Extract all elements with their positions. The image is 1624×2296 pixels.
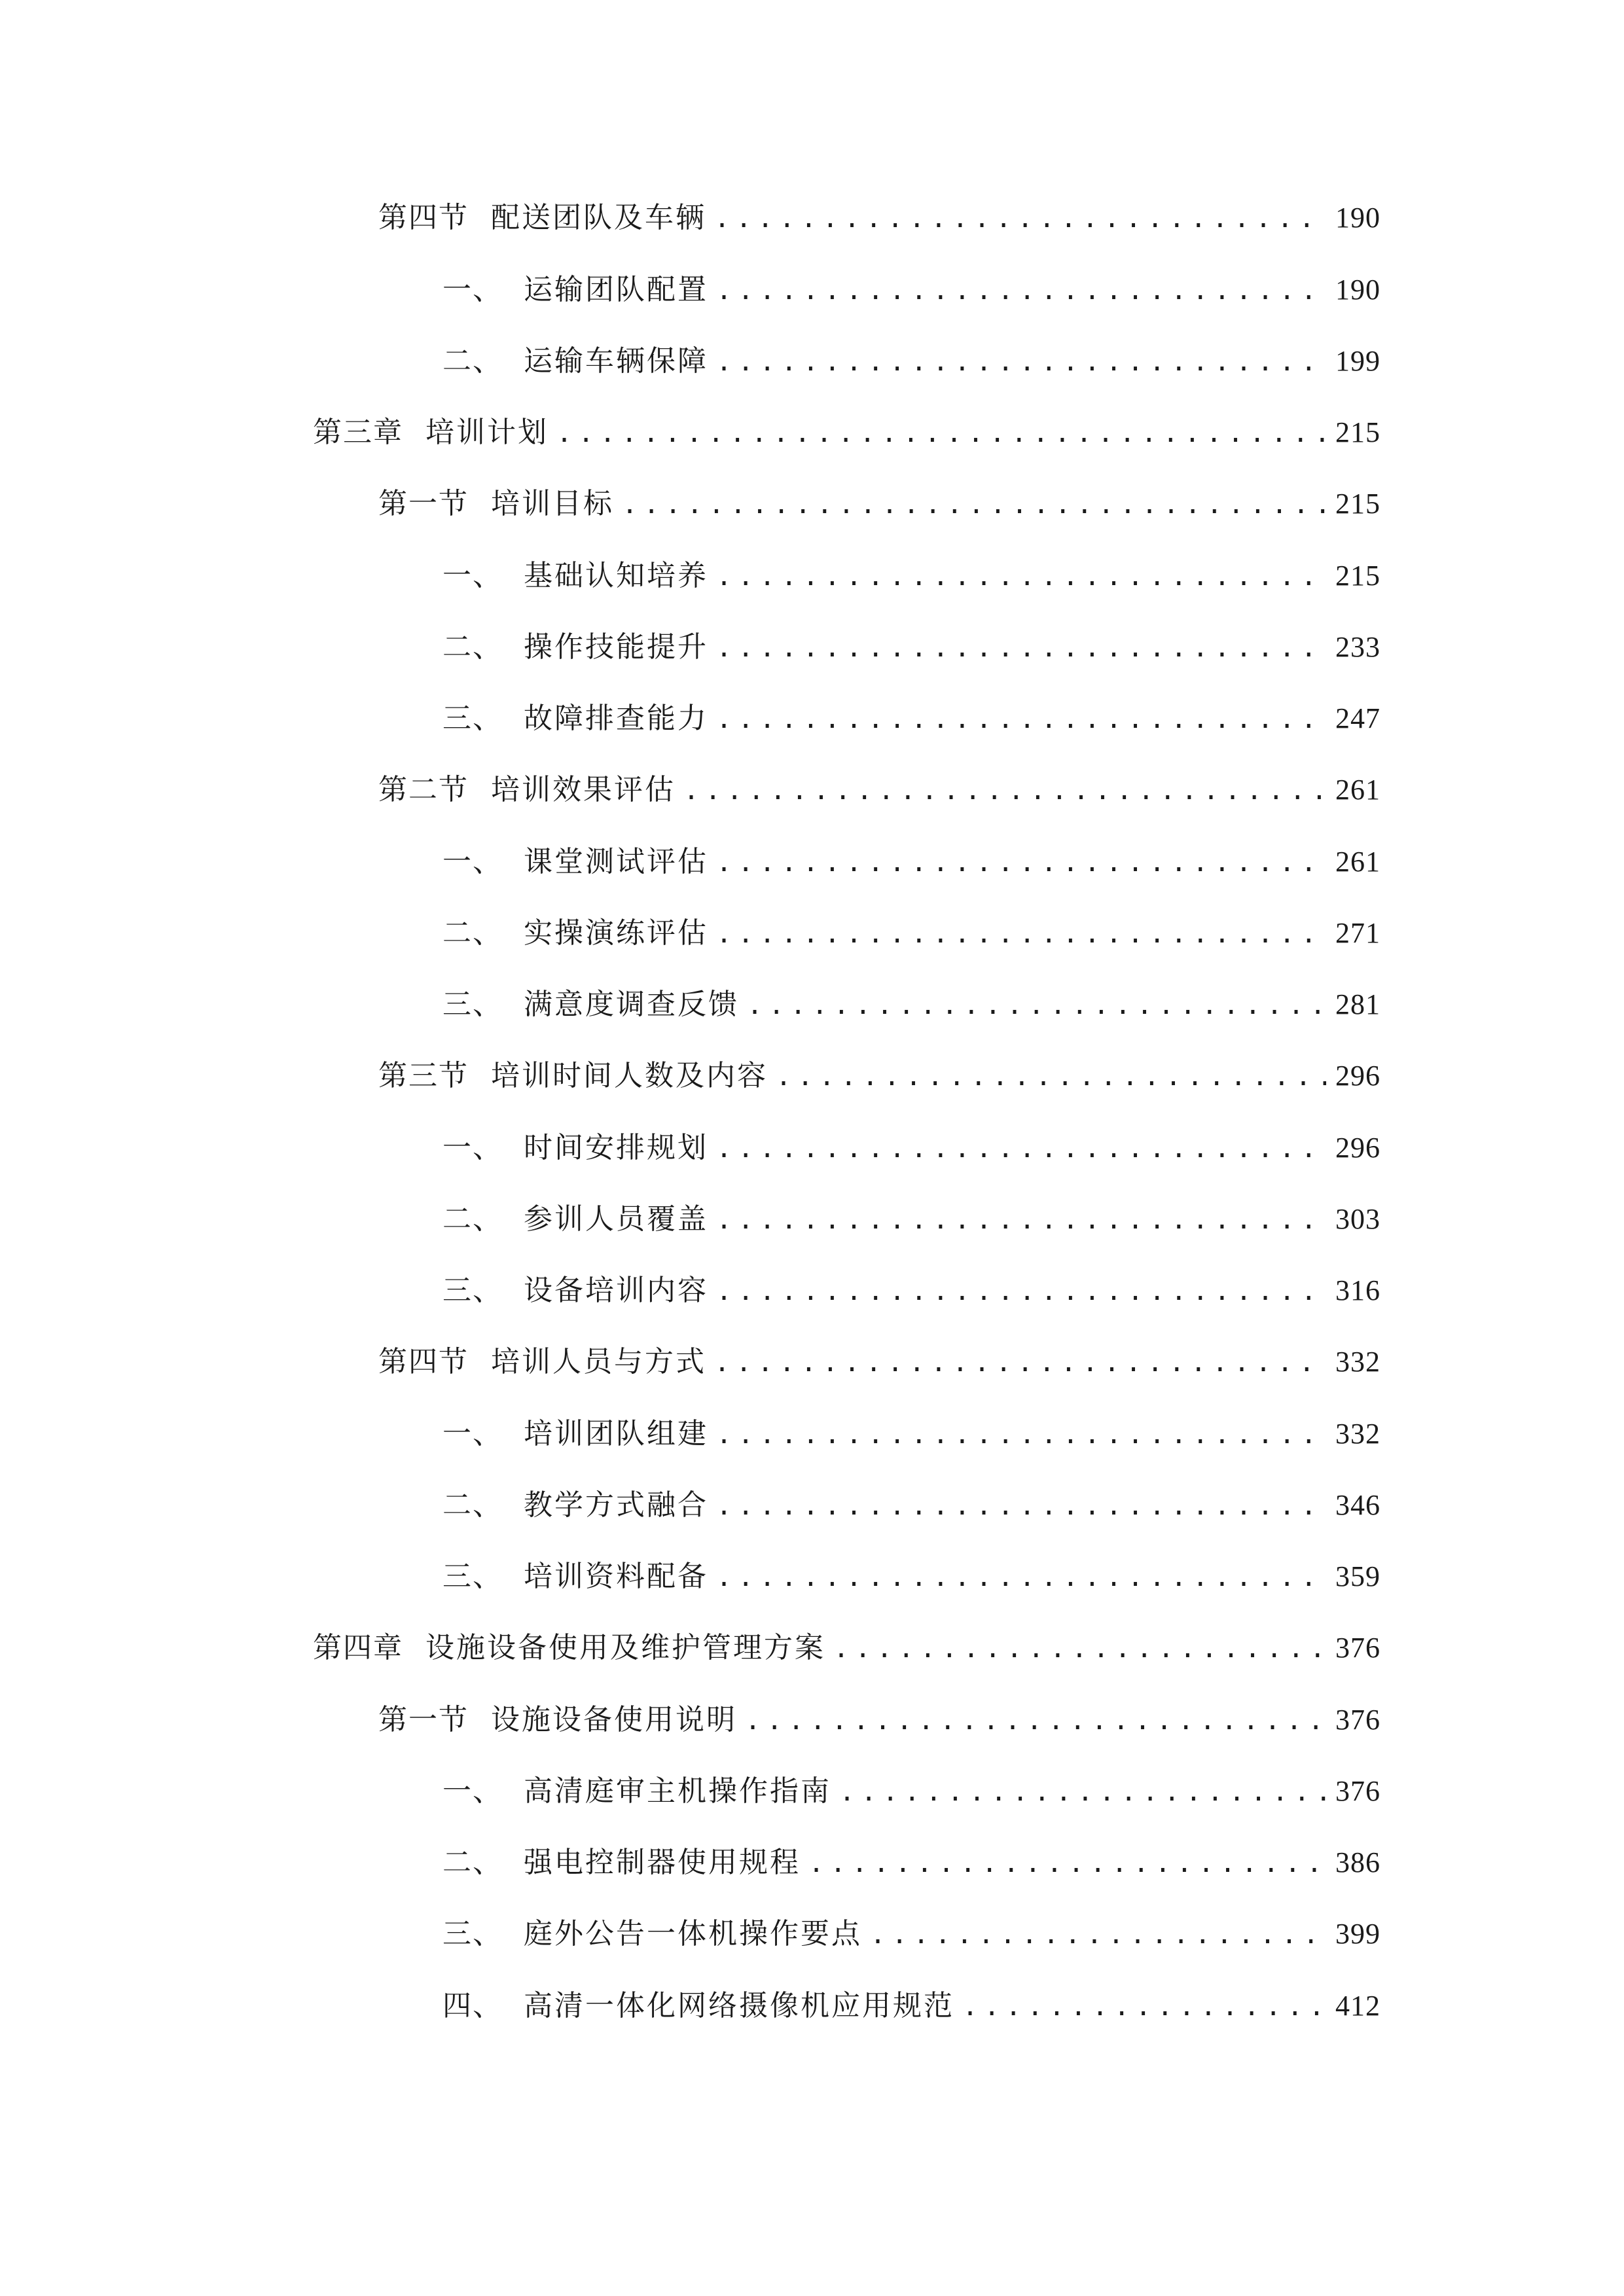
page-number: 346 — [1335, 1489, 1380, 1521]
entry-number: 二、 — [442, 344, 503, 378]
entry-title: 运输车辆保障 — [524, 344, 708, 378]
toc-entry-section[interactable] — [378, 1053, 1380, 1099]
toc-entry-item[interactable] — [442, 1911, 1380, 1957]
entry-number: 三、 — [442, 702, 503, 735]
entry-title: 培训目标 — [491, 487, 614, 520]
entry-title: 实操演练评估 — [524, 916, 708, 950]
toc-entry-section[interactable] — [378, 1697, 1380, 1743]
entry-number: 第四节 — [378, 201, 469, 234]
dot-leader — [714, 1340, 1326, 1386]
entry-title: 运输团队配置 — [524, 273, 708, 306]
entry-number: 第四节 — [378, 1345, 469, 1378]
toc-entry-section[interactable] — [378, 1339, 1380, 1385]
page-number: 412 — [1335, 1990, 1380, 2022]
dot-leader — [716, 1126, 1326, 1172]
page-number: 190 — [1335, 202, 1380, 234]
dot-leader — [870, 1912, 1326, 1958]
dot-leader — [716, 911, 1326, 957]
entry-number: 一、 — [442, 1131, 503, 1164]
dot-leader — [716, 1483, 1326, 1529]
entry-number: 第四章 — [313, 1631, 403, 1664]
toc-entry-item[interactable] — [442, 1268, 1380, 1314]
toc-entry-item[interactable] — [442, 267, 1380, 313]
entry-number: 第一节 — [378, 1703, 469, 1736]
page-number: 399 — [1335, 1918, 1380, 1950]
page-number: 376 — [1335, 1704, 1380, 1736]
toc-entry-item[interactable] — [442, 1840, 1380, 1886]
page-number: 376 — [1335, 1632, 1380, 1664]
entry-number: 二、 — [442, 1202, 503, 1236]
entry-title: 参训人员覆盖 — [524, 1202, 708, 1236]
entry-number: 二、 — [442, 916, 503, 950]
dot-leader — [808, 1840, 1326, 1886]
toc-entry-item[interactable] — [442, 839, 1380, 885]
dot-leader — [962, 1984, 1326, 2030]
entry-title: 时间安排规划 — [524, 1131, 708, 1164]
dot-leader — [745, 1698, 1326, 1744]
dot-leader — [833, 1626, 1326, 1672]
toc-entry-item[interactable] — [442, 1482, 1380, 1528]
dot-leader — [716, 554, 1326, 600]
entry-number: 一、 — [442, 273, 503, 306]
entry-number: 三、 — [442, 1917, 503, 1950]
entry-title: 高清一体化网络摄像机应用规范 — [524, 1989, 954, 2022]
entry-number: 二、 — [442, 1488, 503, 1522]
entry-number: 二、 — [442, 1846, 503, 1879]
toc-entry-item[interactable] — [442, 624, 1380, 670]
dot-leader — [716, 696, 1326, 742]
page-number: 215 — [1335, 560, 1380, 592]
page-number: 376 — [1335, 1775, 1380, 1807]
toc-entry-chapter[interactable] — [313, 1625, 1380, 1671]
entry-number: 一、 — [442, 1417, 503, 1450]
page-number: 233 — [1335, 631, 1380, 663]
page-number: 303 — [1335, 1203, 1380, 1235]
dot-leader — [839, 1769, 1326, 1815]
entry-number: 三、 — [442, 988, 503, 1021]
dot-leader — [714, 196, 1326, 242]
dot-leader — [683, 768, 1326, 814]
entry-number: 二、 — [442, 630, 503, 664]
toc-entry-item[interactable] — [442, 982, 1380, 1028]
toc-entry-item[interactable] — [442, 1125, 1380, 1171]
entry-number: 四、 — [442, 1989, 503, 2022]
entry-title: 培训效果评估 — [491, 773, 676, 806]
page-number: 332 — [1335, 1418, 1380, 1450]
dot-leader — [747, 982, 1326, 1028]
page-number: 247 — [1335, 702, 1380, 734]
dot-leader — [716, 1412, 1326, 1458]
toc-entry-item[interactable] — [442, 1196, 1380, 1242]
toc-entry-item[interactable] — [442, 1768, 1380, 1814]
dot-leader — [716, 840, 1326, 886]
toc-entry-chapter[interactable] — [313, 410, 1380, 456]
entry-title: 设施设备使用及维护管理方案 — [425, 1631, 825, 1664]
dot-leader — [716, 1197, 1326, 1243]
page-number: 296 — [1335, 1132, 1380, 1164]
entry-title: 配送团队及车辆 — [491, 201, 706, 234]
page-number: 296 — [1335, 1060, 1380, 1092]
entry-title: 设施设备使用说明 — [491, 1703, 737, 1736]
toc-entry-item[interactable] — [442, 1983, 1380, 2029]
page-number: 190 — [1335, 274, 1380, 306]
toc-entry-item[interactable] — [442, 696, 1380, 742]
toc-entry-section[interactable] — [378, 195, 1380, 241]
entry-number: 第二节 — [378, 773, 469, 806]
entry-title: 设备培训内容 — [524, 1274, 708, 1307]
toc-entry-item[interactable] — [442, 1554, 1380, 1600]
entry-title: 故障排查能力 — [524, 702, 708, 735]
page-number: 281 — [1335, 988, 1380, 1020]
page-number: 332 — [1335, 1346, 1380, 1378]
entry-number: 第一节 — [378, 487, 469, 520]
dot-leader — [716, 1268, 1326, 1314]
entry-title: 培训资料配备 — [524, 1560, 708, 1593]
entry-title: 操作技能提升 — [524, 630, 708, 664]
toc-entry-section[interactable] — [378, 767, 1380, 813]
entry-title: 强电控制器使用规程 — [524, 1846, 801, 1879]
entry-title: 培训计划 — [425, 416, 549, 449]
page-number: 261 — [1335, 774, 1380, 806]
entry-title: 高清庭审主机操作指南 — [524, 1774, 831, 1808]
entry-number: 第三节 — [378, 1059, 469, 1092]
dot-leader — [556, 410, 1326, 456]
entry-number: 一、 — [442, 559, 503, 592]
entry-number: 一、 — [442, 845, 503, 878]
toc-entry-item[interactable] — [442, 910, 1380, 956]
dot-leader — [776, 1054, 1326, 1100]
page-number: 215 — [1335, 416, 1380, 448]
page-number: 386 — [1335, 1846, 1380, 1878]
entry-title: 满意度调查反馈 — [524, 988, 739, 1021]
entry-number: 一、 — [442, 1774, 503, 1808]
entry-title: 培训人员与方式 — [491, 1345, 706, 1378]
entry-number: 三、 — [442, 1560, 503, 1593]
entry-title: 培训团队组建 — [524, 1417, 708, 1450]
dot-leader — [716, 339, 1326, 385]
dot-leader — [622, 482, 1326, 528]
dot-leader — [716, 1554, 1326, 1600]
dot-leader — [716, 625, 1326, 671]
entry-title: 培训时间人数及内容 — [491, 1059, 768, 1092]
page-number: 215 — [1335, 488, 1380, 520]
entry-title: 庭外公告一体机操作要点 — [524, 1917, 862, 1950]
entry-number: 三、 — [442, 1274, 503, 1307]
toc-entry-item[interactable] — [442, 553, 1380, 599]
page-number: 316 — [1335, 1274, 1380, 1306]
entry-title: 基础认知培养 — [524, 559, 708, 592]
page-number: 271 — [1335, 917, 1380, 949]
toc-entry-item[interactable] — [442, 1411, 1380, 1457]
page-number: 359 — [1335, 1560, 1380, 1592]
dot-leader — [716, 268, 1326, 314]
entry-title: 课堂测试评估 — [524, 845, 708, 878]
toc-entry-section[interactable] — [378, 481, 1380, 527]
page-number: 261 — [1335, 846, 1380, 878]
toc-entry-item[interactable] — [442, 338, 1380, 384]
page-number: 199 — [1335, 345, 1380, 377]
entry-title: 教学方式融合 — [524, 1488, 708, 1522]
entry-number: 第三章 — [313, 416, 403, 449]
